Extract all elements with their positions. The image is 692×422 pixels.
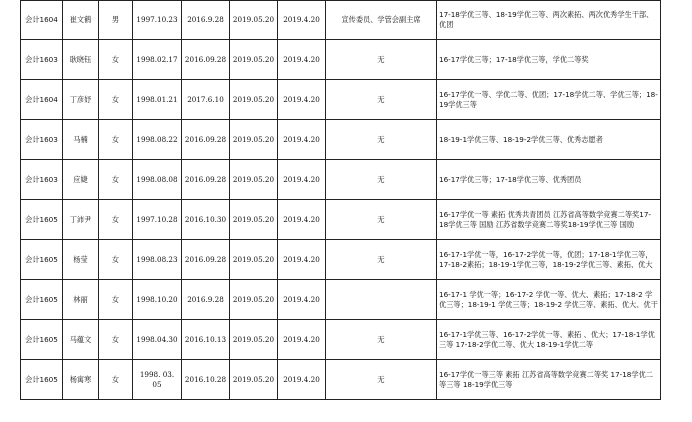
class-cell: 会计1605 <box>21 240 63 280</box>
name-cell: 杨莹 <box>63 240 99 280</box>
class-cell: 会计1605 <box>21 320 63 360</box>
gender-cell: 女 <box>99 320 133 360</box>
student-records-table <box>20 0 661 400</box>
position-cell: 无 <box>326 200 437 240</box>
enroll-date-cell: 2016.10.28 <box>182 360 230 400</box>
enroll-date-cell: 2016.10.13 <box>182 320 230 360</box>
awards-cell: 17-18学优三等、18-19学优三等、两次素拓、两次优秀学生干部、优团 <box>437 1 661 40</box>
class-cell: 会计1603 <box>21 160 63 200</box>
enroll-date-cell: 2016.9.28 <box>182 1 230 40</box>
name-cell: 应婕 <box>63 160 99 200</box>
gender-cell: 女 <box>99 120 133 160</box>
table-row <box>21 240 661 280</box>
date-cell-1: 2019.05.20 <box>230 320 278 360</box>
date-cell-1: 2019.05.20 <box>230 160 278 200</box>
name-cell: 林丽 <box>63 280 99 320</box>
birth-date-cell: 1998.04.30 <box>133 320 182 360</box>
class-cell: 会计1603 <box>21 40 63 80</box>
gender-cell: 女 <box>99 240 133 280</box>
position-cell: 无 <box>326 160 437 200</box>
position-cell: 无 <box>326 320 437 360</box>
date-cell-2: 2019.4.20 <box>278 80 326 120</box>
date-cell-2: 2019.4.20 <box>278 280 326 320</box>
table-row <box>21 1 661 40</box>
gender-cell: 女 <box>99 360 133 400</box>
name-cell: 丁沛尹 <box>63 200 99 240</box>
date-cell-1: 2019.05.20 <box>230 80 278 120</box>
awards-cell: 16-17学优一等 素拓 优秀共青团员 江苏省高等数学竞赛二等奖17-18学优三等 国励 江苏省数学竞赛二等奖18-19学优三等 国励 <box>437 200 661 240</box>
name-cell: 丁彦妤 <box>63 80 99 120</box>
table-row <box>21 320 661 360</box>
date-cell-2: 2019.4.20 <box>278 200 326 240</box>
date-cell-2: 2019.4.20 <box>278 320 326 360</box>
table-row <box>21 200 661 240</box>
awards-cell: 16-17学优三等；17-18学优三等、优秀团员 <box>437 160 661 200</box>
date-cell-2: 2019.4.20 <box>278 360 326 400</box>
awards-cell: 16-17学优三等；17-18学优三等，学优二等奖 <box>437 40 661 80</box>
awards-cell: 16-17学优一等三等 素拓 江苏省高等数学竞赛二等奖 17-18学优二等三等 18-19学优三等 <box>437 360 661 400</box>
date-cell-1: 2019.05.20 <box>230 1 278 40</box>
class-cell: 会计1603 <box>21 120 63 160</box>
table-row <box>21 80 661 120</box>
birth-date-cell: 1998.10.20 <box>133 280 182 320</box>
gender-cell: 男 <box>99 1 133 40</box>
class-cell: 会计1605 <box>21 280 63 320</box>
table-row <box>21 360 661 400</box>
date-cell-1: 2019.05.20 <box>230 280 278 320</box>
name-cell: 崔文鹤 <box>63 1 99 40</box>
birth-date-cell: 1998.01.21 <box>133 80 182 120</box>
class-cell: 会计1605 <box>21 200 63 240</box>
enroll-date-cell: 2016.09.28 <box>182 120 230 160</box>
position-cell: 宣传委员、学管会副主席 <box>326 1 437 40</box>
table-row <box>21 120 661 160</box>
enroll-date-cell: 2017.6.10 <box>182 80 230 120</box>
table-row <box>21 40 661 80</box>
birth-date-cell: 1998.08.23 <box>133 240 182 280</box>
awards-cell: 16-17-1 学优一等；16-17-2 学优一等、优大、素拓；17-18-2 学优三等；18-19-1 学优三等；18-19-2 学优三等、素拓、优大、优干 <box>437 280 661 320</box>
position-cell: 无 <box>326 240 437 280</box>
birth-date-cell: 1998.02.17 <box>133 40 182 80</box>
position-cell: 无 <box>326 80 437 120</box>
date-cell-2: 2019.4.20 <box>278 120 326 160</box>
birth-date-cell: 1997.10.23 <box>133 1 182 40</box>
gender-cell: 女 <box>99 160 133 200</box>
position-cell: 无 <box>326 40 437 80</box>
date-cell-1: 2019.05.20 <box>230 240 278 280</box>
gender-cell: 女 <box>99 280 133 320</box>
name-cell: 耿晓钰 <box>63 40 99 80</box>
enroll-date-cell: 2016.09.28 <box>182 240 230 280</box>
date-cell-1: 2019.05.20 <box>230 360 278 400</box>
date-cell-1: 2019.05.20 <box>230 200 278 240</box>
table-row <box>21 280 661 320</box>
name-cell: 马蕴文 <box>63 320 99 360</box>
class-cell: 会计1604 <box>21 1 63 40</box>
date-cell-2: 2019.4.20 <box>278 160 326 200</box>
class-cell: 会计1605 <box>21 360 63 400</box>
table-row <box>21 160 661 200</box>
awards-cell: 16-17学优一等、学优二等、优团；17-18学优二等、学优三等；18-19学优三等 <box>437 80 661 120</box>
class-cell: 会计1604 <box>21 80 63 120</box>
birth-date-cell: 1998.08.08 <box>133 160 182 200</box>
gender-cell: 女 <box>99 40 133 80</box>
date-cell-2: 2019.4.20 <box>278 40 326 80</box>
awards-cell: 16-17-1学优三等、16-17-2学优一等、素拓 、优大；17-18-1学优三等 17-18-2学优二等、优大 18-19-1学优二等 <box>437 320 661 360</box>
date-cell-1: 2019.05.20 <box>230 40 278 80</box>
enroll-date-cell: 2016.9.28 <box>182 280 230 320</box>
enroll-date-cell: 2016.09.28 <box>182 160 230 200</box>
position-cell: 无 <box>326 360 437 400</box>
date-cell-2: 2019.4.20 <box>278 1 326 40</box>
birth-date-cell: 1997.10.28 <box>133 200 182 240</box>
name-cell: 杨寓寒 <box>63 360 99 400</box>
date-cell-1: 2019.05.20 <box>230 120 278 160</box>
birth-date-cell: 1998. 03. 05 <box>133 360 182 400</box>
gender-cell: 女 <box>99 200 133 240</box>
name-cell: 马楠 <box>63 120 99 160</box>
birth-date-cell: 1998.08.22 <box>133 120 182 160</box>
gender-cell: 女 <box>99 80 133 120</box>
position-cell <box>326 280 437 320</box>
enroll-date-cell: 2016.09.28 <box>182 40 230 80</box>
position-cell: 无 <box>326 120 437 160</box>
awards-cell: 16-17-1学优一等，16-17-2学优一等，优团；17-18-1学优三等，17-18-2素拓；18-19-1学优三等，18-19-2学优三等、素拓、优大 <box>437 240 661 280</box>
awards-cell: 18-19-1学优三等、18-19-2学优三等、优秀志愿者 <box>437 120 661 160</box>
date-cell-2: 2019.4.20 <box>278 240 326 280</box>
enroll-date-cell: 2016.10.30 <box>182 200 230 240</box>
